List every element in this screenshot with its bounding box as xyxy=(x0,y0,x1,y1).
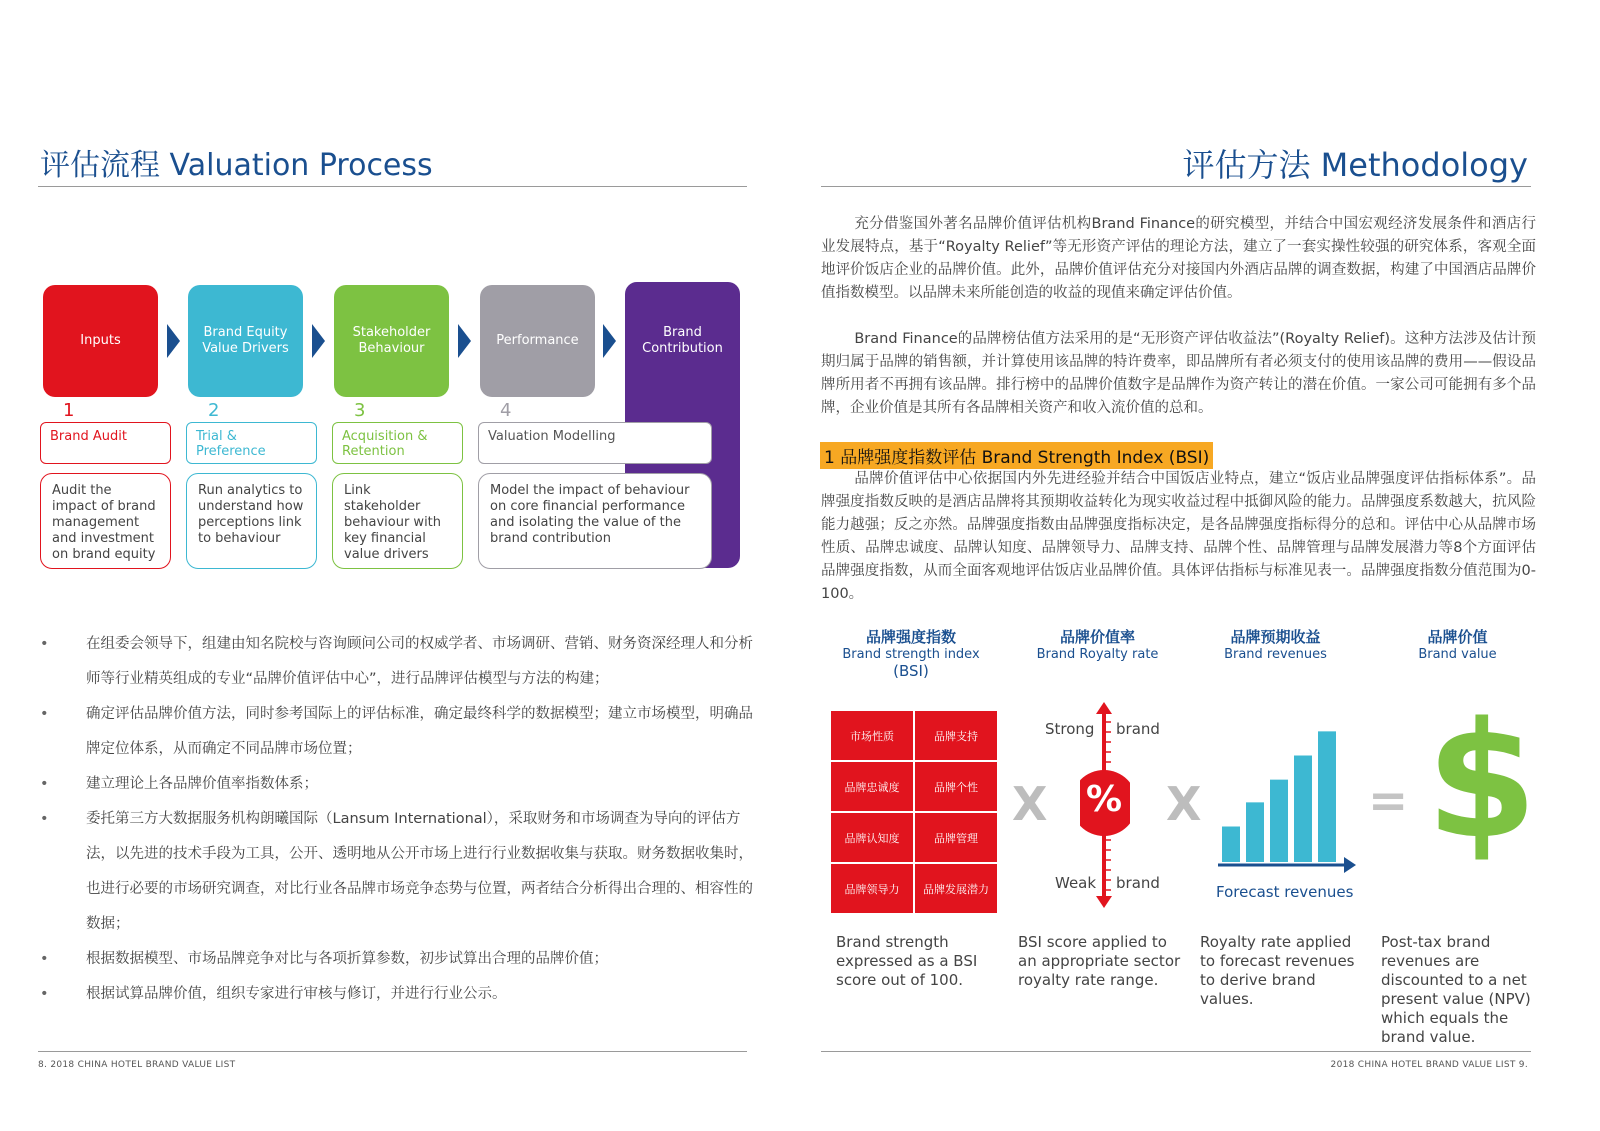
step-number-4: 4 xyxy=(500,400,512,421)
step-number-3: 3 xyxy=(354,400,366,421)
multiply-sign: X xyxy=(1012,777,1048,831)
revenue-bar xyxy=(1294,756,1312,863)
caption-bsi: Brand strength expressed as a BSI score out of 100. xyxy=(836,933,978,989)
header-cn: 品牌价值率 xyxy=(1059,628,1135,646)
methodology-paragraph-2: Brand Finance的品牌榜估值方法采用的是“无形资产评估收益法”(Royalty Relief)。这种方法涉及估计预期归属于品牌的销售额，并计算使用该品牌的特许费率，即品牌所有者必须支付的使用该品牌的费用——假设品牌所用者不再拥有该品牌。排行榜中的品牌价值数字是品牌作为资产转让的潜在价值。一家公司可能拥有多个品牌，企业价值是其所有各品牌相关资产和收入流价值的总和。 xyxy=(821,331,1536,416)
header-cn: 品牌预期收益 xyxy=(1230,628,1321,646)
bsi-cell: 品牌认知度 xyxy=(831,813,913,862)
list-item: • 委托第三方大数据服务机构朗曦国际（Lansum International），采取财务和市场调查为导向的评估方法，以先进的技术手段为工具，公开、透明地从公开市场上进行行业数据收集与获取。财务数据收集时，也进行必要的市场研究调查，对比行业各品牌市场竞争态势与位置，两者结合分析得出合理的、相容性的数据； xyxy=(38,802,760,942)
bsi-cell: 品牌忠诚度 xyxy=(831,762,913,811)
step-label-acquisition-retention: Acquisition & Retention xyxy=(332,422,463,464)
forecast-revenues-label: Forecast revenues xyxy=(1216,883,1354,901)
list-item: • 在组委会领导下，组建由知名院校与咨询顾问公司的权威学者、市场调研、营销、财务资深经理人和分析师等行业精英组成的专业“品牌价值评估中心”，进行品牌评估模型与方法的构建； xyxy=(38,627,760,697)
revenue-bar xyxy=(1246,802,1264,862)
title-divider-left xyxy=(38,186,747,187)
flow-arrow-icon xyxy=(458,324,471,358)
weak-label: Weak xyxy=(1055,874,1097,892)
header-extra: (BSI) xyxy=(893,662,929,680)
brand-label-top: brand xyxy=(1116,720,1160,738)
bsi-cell: 品牌领导力 xyxy=(831,864,913,913)
step-label-valuation-modelling: Valuation Modelling xyxy=(478,422,712,464)
diagram-header-royalty xyxy=(1020,629,1175,663)
list-item: • 根据数据模型、市场品牌竞争对比与各项折算参数，初步试算出合理的品牌价值； xyxy=(38,942,760,977)
footer-divider-right xyxy=(821,1051,1531,1052)
step-number-2: 2 xyxy=(208,400,220,421)
section-heading-bsi: 1 品牌强度指数评估 Brand Strength Index (BSI) xyxy=(820,442,1213,469)
flow-arrow-icon xyxy=(167,324,180,358)
header-en: Brand Royalty rate xyxy=(1036,647,1159,662)
flow-arrow-icon xyxy=(312,324,325,358)
bsi-grid xyxy=(831,711,997,913)
caption-royalty: BSI score applied to an appropriate sector royalty rate range. xyxy=(1018,933,1181,989)
bsi-cell: 品牌发展潜力 xyxy=(915,864,997,913)
step-label-brand-audit: Brand Audit xyxy=(40,422,171,464)
header-cn: 品牌价值 xyxy=(1427,628,1488,646)
dollar-icon: $ xyxy=(1426,687,1538,874)
step-number-1: 1 xyxy=(63,400,75,421)
page-title-right: 评估方法 Methodology xyxy=(1182,146,1528,184)
methodology-paragraph-3: 品牌价值评估中心依据国内外先进经验并结合中国饭店业特点，建立“饭店业品牌强度评估指标体系”。品牌强度指数反映的是酒店品牌将其预期收益转化为现实收益过程中抵御风险的能力。品牌强度系数越大，抗风险能力越强；反之亦然。品牌强度指数由品牌强度指标决定，是各品牌强度指标得分的总和。评估中心从品牌市场性质、品牌忠诚度、品牌认知度、品牌领导力、品牌支持、品牌个性、品牌管理与品牌发展潜力等8个方面评估品牌强度指数，从而全面客观地评估饭店业品牌价值。具体评估指标与标准见表一。品牌强度指数分值范围为0-100。 xyxy=(821,471,1536,602)
diagram-header-revenues xyxy=(1198,629,1353,663)
page-title-left: 评估流程 Valuation Process xyxy=(40,148,433,183)
revenue-bar xyxy=(1318,731,1336,862)
step-label-trial-preference: Trial & Preference xyxy=(186,422,317,464)
bsi-cell: 品牌支持 xyxy=(915,711,997,760)
header-en: Brand value xyxy=(1418,647,1497,662)
percent-icon: % xyxy=(1085,779,1123,820)
step-box-brand-equity: Brand Equity Value Drivers xyxy=(188,285,303,397)
footer-left: 8. 2018 CHINA HOTEL BRAND VALUE LIST xyxy=(38,1060,236,1070)
strong-label: Strong xyxy=(1045,720,1095,738)
flow-arrow-icon xyxy=(603,324,616,358)
title-divider-right xyxy=(821,186,1531,187)
equals-sign: = xyxy=(1368,773,1409,829)
bsi-cell: 品牌管理 xyxy=(915,813,997,862)
process-bullet-list xyxy=(38,627,760,1012)
step-box-brand-contribution: Brand Contribution xyxy=(642,325,723,356)
bsi-cell: 市场性质 xyxy=(831,711,913,760)
caption-value: Post-tax brand revenues are discounted to a net present value (NPV) which equals the brand value. xyxy=(1381,933,1531,1046)
list-item: • 建立理论上各品牌价值率指数体系； xyxy=(38,767,760,802)
list-item: • 确定评估品牌价值方法，同时参考国际上的评估标准，确定最终科学的数据模型；建立市场模型，明确品牌定位体系，从而确定不同品牌市场位置； xyxy=(38,697,760,767)
header-cn: 品牌强度指数 xyxy=(865,628,956,646)
diagram-header-bsi xyxy=(826,629,996,680)
header-en: Brand revenues xyxy=(1224,647,1327,662)
step-desc-1: Audit the impact of brand management and investment on brand equity xyxy=(40,473,171,569)
brand-label-bottom: brand xyxy=(1116,874,1160,892)
revenue-bar xyxy=(1222,827,1240,863)
step-box-stakeholder: Stakeholder Behaviour xyxy=(334,285,449,397)
methodology-paragraph-1: 充分借鉴国外著名品牌价值评估机构Brand Finance的研究模型，并结合中国宏观经济发展条件和酒店行业发展特点，基于“Royalty Relief”等无形资产评估的理论方法，建立了一套实操性较强的研究体系，客观全面地评价饭店企业的品牌价值。此外，品牌价值评估充分对接国内外酒店品牌的调查数据，构建了中国酒店品牌价值指数模型。以品牌未来所能创造的收益的现值来确定评估价值。 xyxy=(821,216,1536,301)
step-box-inputs: Inputs xyxy=(43,285,158,397)
caption-revenues: Royalty rate applied to forecast revenues to derive brand values. xyxy=(1200,933,1355,1008)
step-desc-2: Run analytics to understand how perceptions link to behaviour xyxy=(186,473,317,569)
step-desc-4: Model the impact of behaviour on core financial performance and isolating the value of the brand contribution xyxy=(478,473,712,569)
forecast-revenue-bars xyxy=(1210,712,1360,882)
diagram-header-value xyxy=(1400,629,1515,663)
list-item: • 根据试算品牌价值，组织专家进行审核与修订，并进行行业公示。 xyxy=(38,977,760,1012)
revenue-bar xyxy=(1270,780,1288,862)
footer-divider-left xyxy=(38,1051,747,1052)
multiply-sign: X xyxy=(1166,777,1202,831)
step-box-performance: Performance xyxy=(480,285,595,397)
header-en: Brand strength index xyxy=(842,647,980,662)
bsi-cell: 品牌个性 xyxy=(915,762,997,811)
footer-right: 2018 CHINA HOTEL BRAND VALUE LIST 9. xyxy=(1330,1060,1528,1070)
step-desc-3: Link stakeholder behaviour with key financial value drivers xyxy=(332,473,463,569)
